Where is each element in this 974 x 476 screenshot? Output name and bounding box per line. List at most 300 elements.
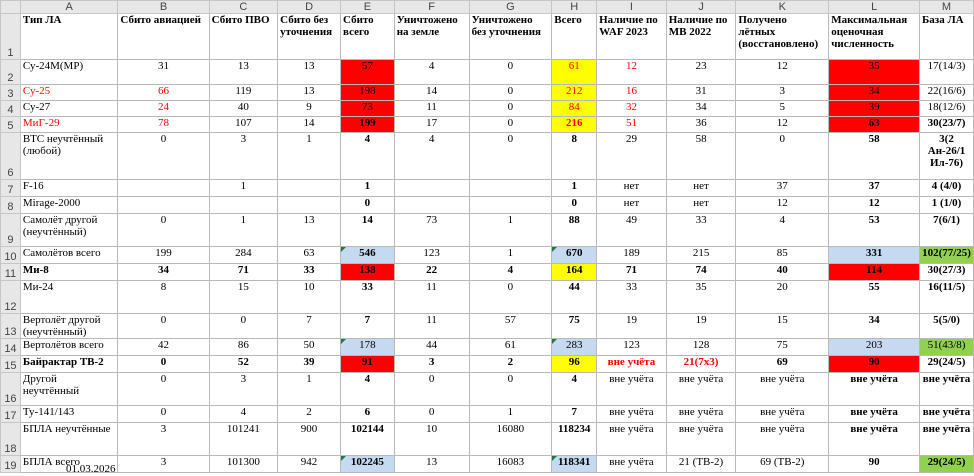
header-cell: Наличие по WAF 2023 [597,14,667,60]
column-header-a[interactable]: A [20,1,117,14]
table-cell[interactable]: 3 [209,373,277,406]
table-cell[interactable]: 78 [118,117,209,133]
table-cell[interactable]: нет [597,180,667,197]
table-cell[interactable] [469,180,552,197]
table-cell[interactable]: 30(23/7) [920,117,974,133]
row-number[interactable]: 9 [1,214,21,247]
row-number[interactable]: 15 [1,356,21,373]
aircraft-type-cell[interactable]: Вертолёт другой (неучтённый) [20,314,117,339]
table-cell[interactable] [278,197,341,214]
row-number[interactable]: 8 [1,197,21,214]
table-cell[interactable]: 34 [829,85,920,101]
row-number[interactable]: 11 [1,264,21,281]
column-header-h[interactable]: H [552,1,597,14]
table-cell[interactable]: 942 [278,456,341,473]
table-cell[interactable]: 199 [341,117,395,133]
aircraft-type-cell[interactable]: Су-24М(МР) [20,60,117,85]
table-cell[interactable]: 69 (ТВ-2) [736,456,829,473]
table-cell[interactable]: 58 [666,133,736,180]
table-cell[interactable]: 118234 [552,423,597,456]
table-cell[interactable]: 0 [394,406,469,423]
table-cell[interactable]: 0 [469,281,552,314]
table-cell[interactable]: 11 [394,281,469,314]
aircraft-type-cell[interactable]: Байрактар ТВ-2 [20,356,117,373]
table-cell[interactable]: 203 [829,339,920,356]
header-cell: Уничтожено без уточнения [469,14,552,60]
table-cell[interactable]: 12 [736,60,829,85]
table-cell[interactable]: 216 [552,117,597,133]
table-cell[interactable]: 102245 [341,456,395,473]
table-cell[interactable]: 215 [666,247,736,264]
table-cell[interactable]: 0 [552,197,597,214]
table-cell[interactable]: 40 [209,101,277,117]
table-cell[interactable]: 15 [209,281,277,314]
table-cell[interactable]: вне учёта [920,373,974,406]
table-cell[interactable]: 7 [278,314,341,339]
table-cell[interactable]: 331 [829,247,920,264]
aircraft-type-cell[interactable]: F-16 [20,180,117,197]
table-cell[interactable]: нет [597,197,667,214]
table-cell[interactable]: 0 [736,133,829,180]
table-cell[interactable]: 33 [666,214,736,247]
column-header-row [1,1,974,14]
table-cell[interactable]: 29(24/5) [920,456,974,473]
table-cell[interactable]: 0 [469,85,552,101]
table-cell[interactable]: 1 [209,214,277,247]
table-cell[interactable]: 12 [736,197,829,214]
table-row [1,314,974,339]
table-cell[interactable]: 71 [597,264,667,281]
table-cell[interactable]: 90 [829,356,920,373]
header-row [1,14,974,60]
table-cell[interactable]: 12 [829,197,920,214]
select-all-corner[interactable] [1,1,21,14]
table-row [1,180,974,197]
table-cell[interactable]: 0 [469,133,552,180]
table-cell[interactable]: 1 [469,406,552,423]
row-number[interactable]: 5 [1,117,21,133]
aircraft-type-cell[interactable]: Су-27 [20,101,117,117]
table-cell[interactable]: вне учёта [597,423,667,456]
table-cell[interactable]: вне учёта [829,423,920,456]
table-cell[interactable]: 10 [278,281,341,314]
column-header-c[interactable]: C [209,1,277,14]
table-cell[interactable] [394,197,469,214]
table-cell[interactable]: 75 [736,339,829,356]
table-cell[interactable]: 33 [341,281,395,314]
table-cell[interactable]: вне учёта [829,406,920,423]
column-header-f[interactable]: F [394,1,469,14]
table-cell[interactable]: 50 [278,339,341,356]
table-cell[interactable]: 69 [736,356,829,373]
table-cell[interactable]: вне учёта [666,406,736,423]
table-cell[interactable]: 34 [118,264,209,281]
row-number[interactable]: 6 [1,133,21,180]
table-cell[interactable]: 42 [118,339,209,356]
total-row [1,264,974,281]
table-cell[interactable]: 35 [666,281,736,314]
table-cell[interactable]: 101300 [209,456,277,473]
table-cell[interactable]: 114 [829,264,920,281]
table-cell[interactable]: 0 [118,133,209,180]
table-cell[interactable]: 31 [118,60,209,85]
table-cell[interactable]: 13 [278,60,341,85]
column-header-j[interactable]: J [666,1,736,14]
table-cell[interactable]: 10 [394,423,469,456]
table-cell[interactable]: 21 (ТВ-2) [666,456,736,473]
table-cell[interactable]: 12 [597,60,667,85]
column-header-g[interactable]: G [469,1,552,14]
table-cell[interactable]: 0 [469,101,552,117]
table-cell[interactable]: 22(16/6) [920,85,974,101]
aircraft-type-cell[interactable]: МиГ-29 [20,117,117,133]
aircraft-type-cell[interactable]: БПЛА неучтённые [20,423,117,456]
table-cell[interactable]: вне учёта [597,373,667,406]
header-cell: Сбито без уточнения [278,14,341,60]
table-cell[interactable]: 3 [118,423,209,456]
table-cell[interactable]: 283 [552,339,597,356]
column-header-e[interactable]: E [341,1,395,14]
table-cell[interactable]: 44 [394,339,469,356]
table-cell[interactable]: 4 [209,406,277,423]
table-cell[interactable]: 4 [394,133,469,180]
row-number[interactable]: 16 [1,373,21,406]
table-cell[interactable]: 17(14/3) [920,60,974,85]
table-cell[interactable]: 0 [341,197,395,214]
table-cell[interactable]: 5(5/0) [920,314,974,339]
table-row [1,373,974,406]
table-cell[interactable] [118,197,209,214]
table-cell[interactable]: 12 [736,117,829,133]
table-cell[interactable]: 7 [552,406,597,423]
table-cell[interactable]: 29 [597,133,667,180]
table-cell[interactable]: 13 [394,456,469,473]
table-cell[interactable] [209,197,277,214]
table-cell[interactable]: 0 [209,314,277,339]
row-number[interactable]: 17 [1,406,21,423]
table-cell[interactable]: 96 [552,356,597,373]
table-cell[interactable]: вне учёта [666,423,736,456]
table-cell[interactable]: 17 [394,117,469,133]
table-cell[interactable]: 0 [469,373,552,406]
table-cell[interactable]: вне учёта [597,406,667,423]
column-header-b[interactable]: B [118,1,209,14]
table-row [1,133,974,180]
table-cell[interactable]: 284 [209,247,277,264]
table-cell[interactable]: 36 [666,117,736,133]
row-number[interactable]: 18 [1,423,21,456]
table-cell[interactable]: 21(7х3) [666,356,736,373]
table-cell[interactable]: 13 [278,85,341,101]
table-row [1,423,974,456]
table-row [1,281,974,314]
table-cell[interactable]: 24 [118,101,209,117]
table-cell[interactable]: 34 [829,314,920,339]
table-cell[interactable]: 61 [552,60,597,85]
row-number[interactable]: 14 [1,339,21,356]
table-cell[interactable]: 1 [278,133,341,180]
table-cell[interactable]: 1 [209,180,277,197]
table-cell[interactable]: 51 [597,117,667,133]
table-cell[interactable]: 102144 [341,423,395,456]
table-cell[interactable]: 4 [736,214,829,247]
table-cell[interactable]: 119 [209,85,277,101]
row-number[interactable]: 2 [1,60,21,85]
table-cell[interactable]: вне учёта [920,423,974,456]
table-cell[interactable]: 189 [597,247,667,264]
table-cell[interactable]: 123 [597,339,667,356]
aircraft-type-cell[interactable]: Mirage-2000 [20,197,117,214]
table-cell[interactable]: 37 [736,180,829,197]
header-cell: Сбито всего [341,14,395,60]
table-cell[interactable]: 53 [829,214,920,247]
table-cell[interactable]: 73 [394,214,469,247]
header-cell: Максимальная оценочная численность [829,14,920,60]
table-cell[interactable]: 0 [394,373,469,406]
table-cell[interactable]: 32 [597,101,667,117]
table-row [1,101,974,117]
row-number[interactable]: 7 [1,180,21,197]
table-row [1,339,974,356]
table-row [1,247,974,264]
table-cell[interactable]: 90 [829,456,920,473]
table-cell[interactable]: 178 [341,339,395,356]
row-number[interactable]: 12 [1,281,21,314]
table-cell[interactable]: 58 [829,133,920,180]
table-cell[interactable]: 2 [278,406,341,423]
table-cell[interactable]: 14 [341,214,395,247]
table-cell[interactable]: 0 [118,214,209,247]
table-cell[interactable]: 6 [341,406,395,423]
table-cell[interactable]: вне учёта [597,356,667,373]
table-cell[interactable]: 8 [552,133,597,180]
table-cell[interactable]: нет [666,197,736,214]
table-cell[interactable]: 199 [118,247,209,264]
table-cell[interactable]: 1 [469,214,552,247]
table-cell[interactable]: 128 [666,339,736,356]
table-row [1,117,974,133]
table-cell[interactable]: 4 [469,264,552,281]
table-cell[interactable]: вне учёта [736,406,829,423]
table-cell[interactable]: 51(43/8) [920,339,974,356]
table-cell[interactable]: 102(77/25) [920,247,974,264]
table-cell[interactable]: 9 [278,101,341,117]
footer-date: 01.03.2026 [66,463,116,475]
row-number[interactable]: 4 [1,101,21,117]
table-cell[interactable]: вне учёта [920,406,974,423]
table-cell[interactable]: 16(11/5) [920,281,974,314]
table-cell[interactable]: 16080 [469,423,552,456]
column-header-i[interactable]: I [597,1,667,14]
table-cell[interactable]: 23 [666,60,736,85]
table-cell[interactable]: 57 [341,60,395,85]
table-cell[interactable]: 4 [341,133,395,180]
aircraft-type-cell[interactable]: ВТС неучтённый (любой) [20,133,117,180]
table-cell[interactable]: 4 [341,373,395,406]
column-header-k[interactable]: K [736,1,829,14]
table-cell[interactable]: 55 [829,281,920,314]
table-cell[interactable]: 198 [341,85,395,101]
table-cell[interactable]: 34 [666,101,736,117]
table-cell[interactable]: 33 [278,264,341,281]
table-cell[interactable]: 63 [829,117,920,133]
table-cell[interactable]: 3(2 Ан-26/1 Ил-76) [920,133,974,180]
table-cell[interactable]: 164 [552,264,597,281]
table-cell[interactable]: 86 [209,339,277,356]
header-cell: База ЛА [920,14,974,60]
aircraft-type-cell[interactable]: Самолёт другой (неучтённый) [20,214,117,247]
table-cell[interactable]: 900 [278,423,341,456]
table-cell[interactable]: 40 [736,264,829,281]
table-cell[interactable] [278,180,341,197]
table-cell[interactable] [394,180,469,197]
table-row [1,197,974,214]
aircraft-type-cell[interactable]: Су-25 [20,85,117,101]
table-cell[interactable]: 11 [394,101,469,117]
table-cell[interactable]: 7 [341,314,395,339]
table-cell[interactable]: 39 [829,101,920,117]
table-cell[interactable]: вне учёта [597,456,667,473]
table-cell[interactable]: 31 [666,85,736,101]
table-cell[interactable]: 73 [341,101,395,117]
table-cell[interactable]: 0 [118,406,209,423]
table-cell[interactable]: 14 [278,117,341,133]
table-cell[interactable]: 39 [278,356,341,373]
table-cell[interactable]: 4 [394,60,469,85]
table-row [1,85,974,101]
aircraft-type-cell[interactable]: Самолётов всего [20,247,117,264]
table-row [1,214,974,247]
table-cell[interactable]: 91 [341,356,395,373]
table-cell[interactable]: 15 [736,314,829,339]
table-cell[interactable]: 30(27/3) [920,264,974,281]
table-cell[interactable]: 4 (4/0) [920,180,974,197]
table-cell[interactable]: 35 [829,60,920,85]
table-cell[interactable]: 5 [736,101,829,117]
table-cell[interactable]: 37 [829,180,920,197]
aircraft-type-cell[interactable]: Другой неучтённый [20,373,117,406]
table-row [1,60,974,85]
table-cell[interactable]: 84 [552,101,597,117]
table-cell[interactable]: 3 [736,85,829,101]
table-cell[interactable]: 63 [278,247,341,264]
table-cell[interactable]: 11 [394,314,469,339]
table-cell[interactable]: 7(6/1) [920,214,974,247]
table-cell[interactable]: 1 [469,247,552,264]
table-cell[interactable]: 74 [666,264,736,281]
table-cell[interactable]: 0 [469,60,552,85]
table-cell[interactable]: 546 [341,247,395,264]
aircraft-type-cell[interactable]: Вертолётов всего [20,339,117,356]
table-cell[interactable]: 1 [341,180,395,197]
aircraft-type-cell[interactable]: Ми-8 [20,264,117,281]
table-cell[interactable]: вне учёта [736,423,829,456]
table-cell[interactable]: 75 [552,314,597,339]
table-cell[interactable]: 3 [118,456,209,473]
table-cell[interactable]: 1 [278,373,341,406]
table-cell[interactable]: 44 [552,281,597,314]
table-cell[interactable]: вне учёта [666,373,736,406]
table-cell[interactable]: 66 [118,85,209,101]
table-cell[interactable]: 16083 [469,456,552,473]
table-cell[interactable]: 4 [552,373,597,406]
table-cell[interactable]: 123 [394,247,469,264]
header-cell: Получено лётных (восстановлено) [736,14,829,60]
header-cell: Сбито авиацией [118,14,209,60]
table-cell[interactable]: вне учёта [829,373,920,406]
table-cell[interactable]: 101241 [209,423,277,456]
total-row [1,356,974,373]
table-cell[interactable]: 3 [209,133,277,180]
column-header-m[interactable]: M [920,1,974,14]
table-cell[interactable]: 0 [118,356,209,373]
table-cell[interactable]: 71 [209,264,277,281]
table-cell[interactable]: 16 [597,85,667,101]
table-cell[interactable]: 13 [209,60,277,85]
table-row [1,406,974,423]
aircraft-type-cell[interactable]: Ту-141/143 [20,406,117,423]
table-cell[interactable]: 29(24/5) [920,356,974,373]
table-cell[interactable] [469,197,552,214]
table-cell[interactable]: 19 [666,314,736,339]
table-cell[interactable]: 138 [341,264,395,281]
table-cell[interactable]: 8 [118,281,209,314]
table-cell[interactable]: 57 [469,314,552,339]
table-cell[interactable]: 85 [736,247,829,264]
header-cell: Уничтожено на земле [394,14,469,60]
row-number[interactable]: 10 [1,247,21,264]
table-cell[interactable]: 0 [118,314,209,339]
header-cell: Наличие по MB 2022 [666,14,736,60]
table-cell[interactable]: 88 [552,214,597,247]
table-cell[interactable]: 0 [118,373,209,406]
table-cell[interactable]: 118341 [552,456,597,473]
table-cell[interactable]: 14 [394,85,469,101]
table-cell[interactable]: 1 (1/0) [920,197,974,214]
table-row [1,456,974,473]
table-cell[interactable]: 49 [597,214,667,247]
table-cell[interactable] [118,180,209,197]
table-cell[interactable]: 0 [469,117,552,133]
table-cell[interactable]: 2 [469,356,552,373]
table-cell[interactable]: нет [666,180,736,197]
table-cell[interactable]: 13 [278,214,341,247]
table-cell[interactable]: 22 [394,264,469,281]
header-cell: Тип ЛА [20,14,117,60]
table-cell[interactable]: 107 [209,117,277,133]
column-header-d[interactable]: D [278,1,341,14]
aircraft-type-cell[interactable]: Ми-24 [20,281,117,314]
table-cell[interactable]: 61 [469,339,552,356]
table-cell[interactable]: 18(12/6) [920,101,974,117]
table-cell[interactable]: 33 [597,281,667,314]
header-cell: Сбито ПВО [209,14,277,60]
table-cell[interactable]: 670 [552,247,597,264]
column-header-l[interactable]: L [829,1,920,14]
table-cell[interactable]: 1 [552,180,597,197]
row-number[interactable]: 13 [1,314,21,339]
table-cell[interactable]: 212 [552,85,597,101]
row-number[interactable]: 1 [1,14,21,60]
table-cell[interactable]: вне учёта [736,373,829,406]
table-cell[interactable]: 19 [597,314,667,339]
table-cell[interactable]: 20 [736,281,829,314]
row-number[interactable]: 19 [1,456,21,473]
row-number[interactable]: 3 [1,85,21,101]
aircraft-type-cell[interactable]: БПЛА всего [20,456,117,473]
table-cell[interactable]: 3 [394,356,469,373]
table-cell[interactable]: 52 [209,356,277,373]
